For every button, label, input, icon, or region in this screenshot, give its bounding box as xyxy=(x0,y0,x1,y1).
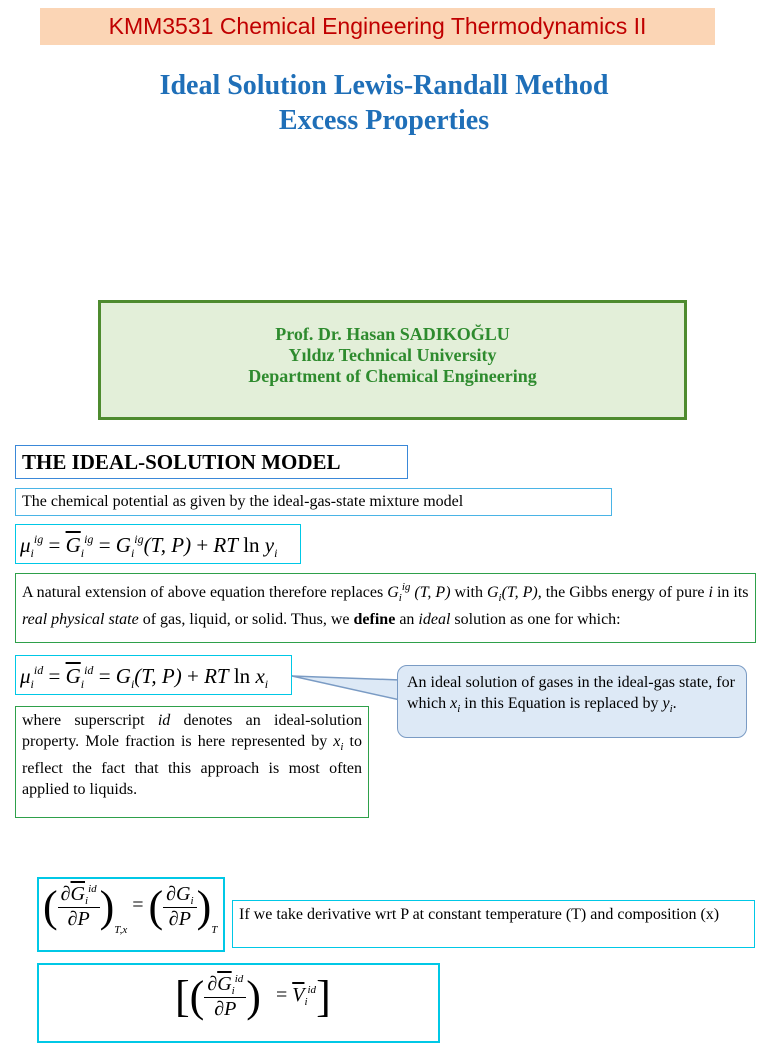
author-university: Yıldız Technical University xyxy=(288,345,497,365)
equation-ideal-solution-chemical-potential: $\mu_i^{id} = \overline{G}_i^{id} = G_i(T$, P) + RT $\ln x_i$ xyxy=(15,655,292,695)
equation-ideal-gas-chemical-potential: $\mu_i^{ig} = \overline{G}_i^{ig} = G_i^{ig}(T$, P) + RT $\ln y_i$ xyxy=(15,524,301,564)
callout-pointer xyxy=(290,670,402,710)
derivative-note: If we take derivative wrt P at constant temperature (T) and composition (x) xyxy=(232,900,755,948)
intro-text: The chemical potential as given by the ideal-gas-state mixture model xyxy=(22,493,464,510)
page-title-line1: Ideal Solution Lewis-Randall Method xyxy=(159,70,609,101)
ideal-gas-callout: An ideal solution of gases in the ideal-gas state, for which $x_i$ in this Equation is replaced by $y_i$. xyxy=(397,665,747,738)
page-title-line2: Excess Properties xyxy=(278,105,490,136)
ideal-solution-definition-paragraph: A natural extension of above equation therefore replaces $G_i^{ig}$ (T, P) with $G_i(T$, P), the Gibbs energy of pure i in its real physical state of gas, liquid, or solid. Thus, we define an ideal solution as one for which: xyxy=(15,573,756,643)
equation-partial-derivative-pressure: ( $\frac{\partial\overline{G}_i^{id}}{\partial P}$ )$_{T,x}$ = ( $\frac{\partial G_i}{\partial P}$ )$_T$ xyxy=(37,877,225,952)
author-department: Department of Chemical Engineering xyxy=(248,366,537,386)
section-heading: THE IDEAL-SOLUTION MODEL xyxy=(15,445,408,479)
equation-partial-molar-volume: [( $\frac{\partial\overline{G}_i^{id}}{\partial P}$ ) = $\overline{V}_i^{id}$] xyxy=(37,963,440,1043)
superscript-explanation-paragraph: where superscript id denotes an ideal-solution property. Mole fraction is here represented by $x_i$ to reflect the fact that this approach is most often applied to liquids. xyxy=(15,706,369,818)
author-name: Prof. Dr. Hasan SADIKOĞLU xyxy=(275,324,510,344)
course-header: KMM3531 Chemical Engineering Thermodynamics II xyxy=(40,8,715,45)
author-box xyxy=(98,300,687,420)
intro-text-box xyxy=(15,488,612,516)
